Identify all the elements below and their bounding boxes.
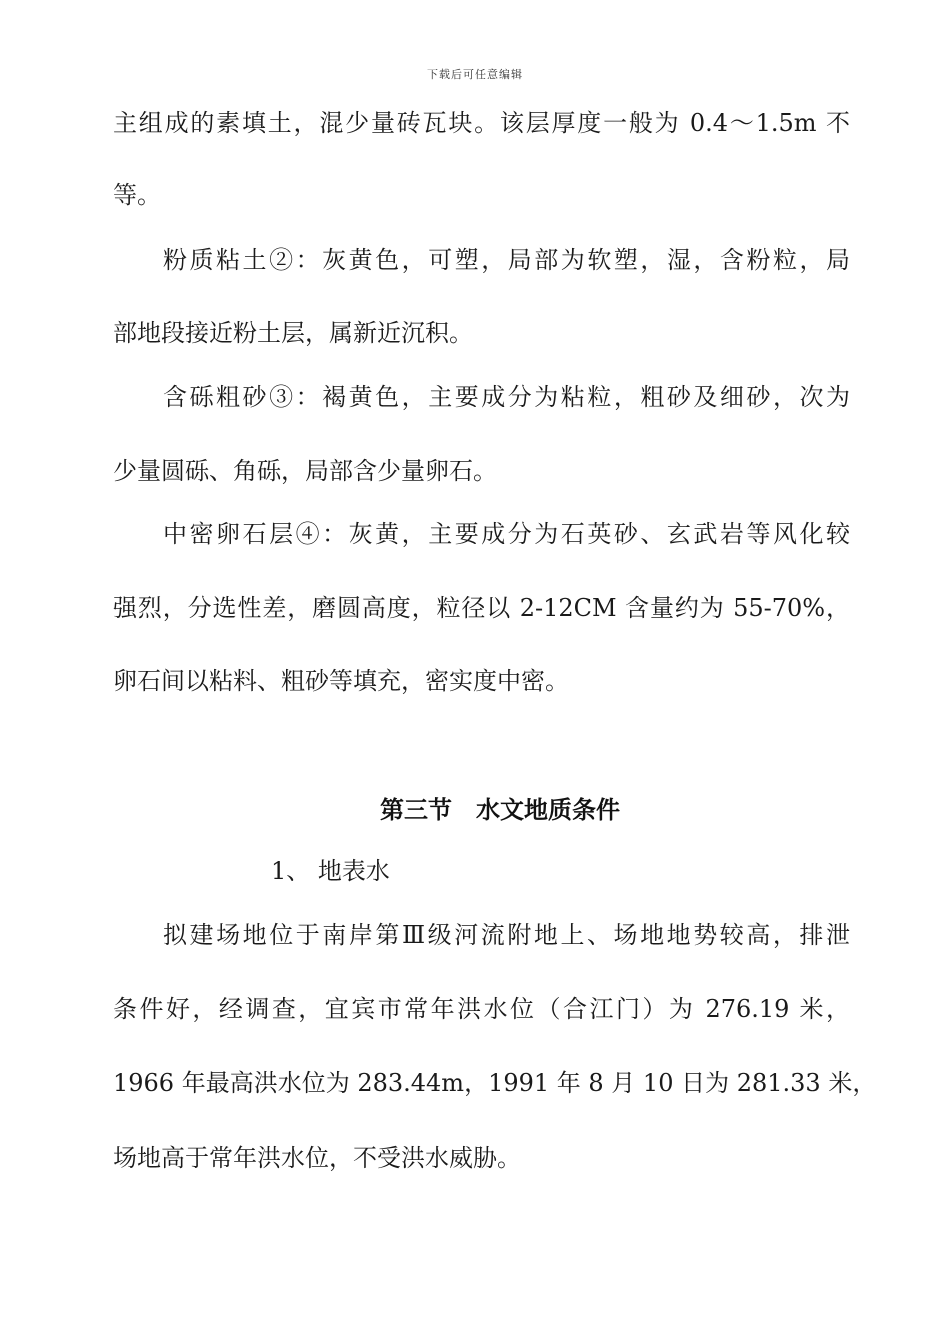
page-header-note: 下载后可任意编辑 [427,68,523,81]
paragraph-line: 条件好，经调查，宜宾市常年洪水位（合江门）为 276.19 米， [113,995,850,1023]
paragraph-line: 主组成的素填土，混少量砖瓦块。该层厚度一般为 0.4～1.5m 不 [113,109,850,137]
paragraph-line: 少量圆砾、角砾，局部含少量卵石。 [113,457,497,485]
paragraph-line: 等。 [113,181,161,209]
paragraph-line: 场地高于常年洪水位，不受洪水威胁。 [113,1144,521,1172]
paragraph-line: 含砾粗砂③：褐黄色，主要成分为粘粒，粗砂及细砂，次为 [163,383,850,411]
paragraph-line: 拟建场地位于南岸第Ⅲ级河流附地上、场地地势较高，排泄 [163,921,850,949]
paragraph-line: 粉质粘土②：灰黄色，可塑，局部为软塑，湿，含粉粒，局 [163,246,850,274]
paragraph-line: 中密卵石层④：灰黄，主要成分为石英砂、玄武岩等风化较 [163,520,850,548]
paragraph-line: 部地段接近粉土层，属新近沉积。 [113,319,473,347]
paragraph-line: 强烈，分选性差，磨圆高度，粒径以 2-12CM 含量约为 55-70%， [113,594,850,622]
paragraph-line: 1966 年最高洪水位为 283.44m，1991 年 8 月 10 日为 281.33 米， [113,1069,877,1097]
section-title: 第三节 水文地质条件 [380,796,620,824]
subsection-heading: 1、 地表水 [271,857,390,885]
paragraph-line: 卵石间以粘料、粗砂等填充，密实度中密。 [113,667,569,695]
